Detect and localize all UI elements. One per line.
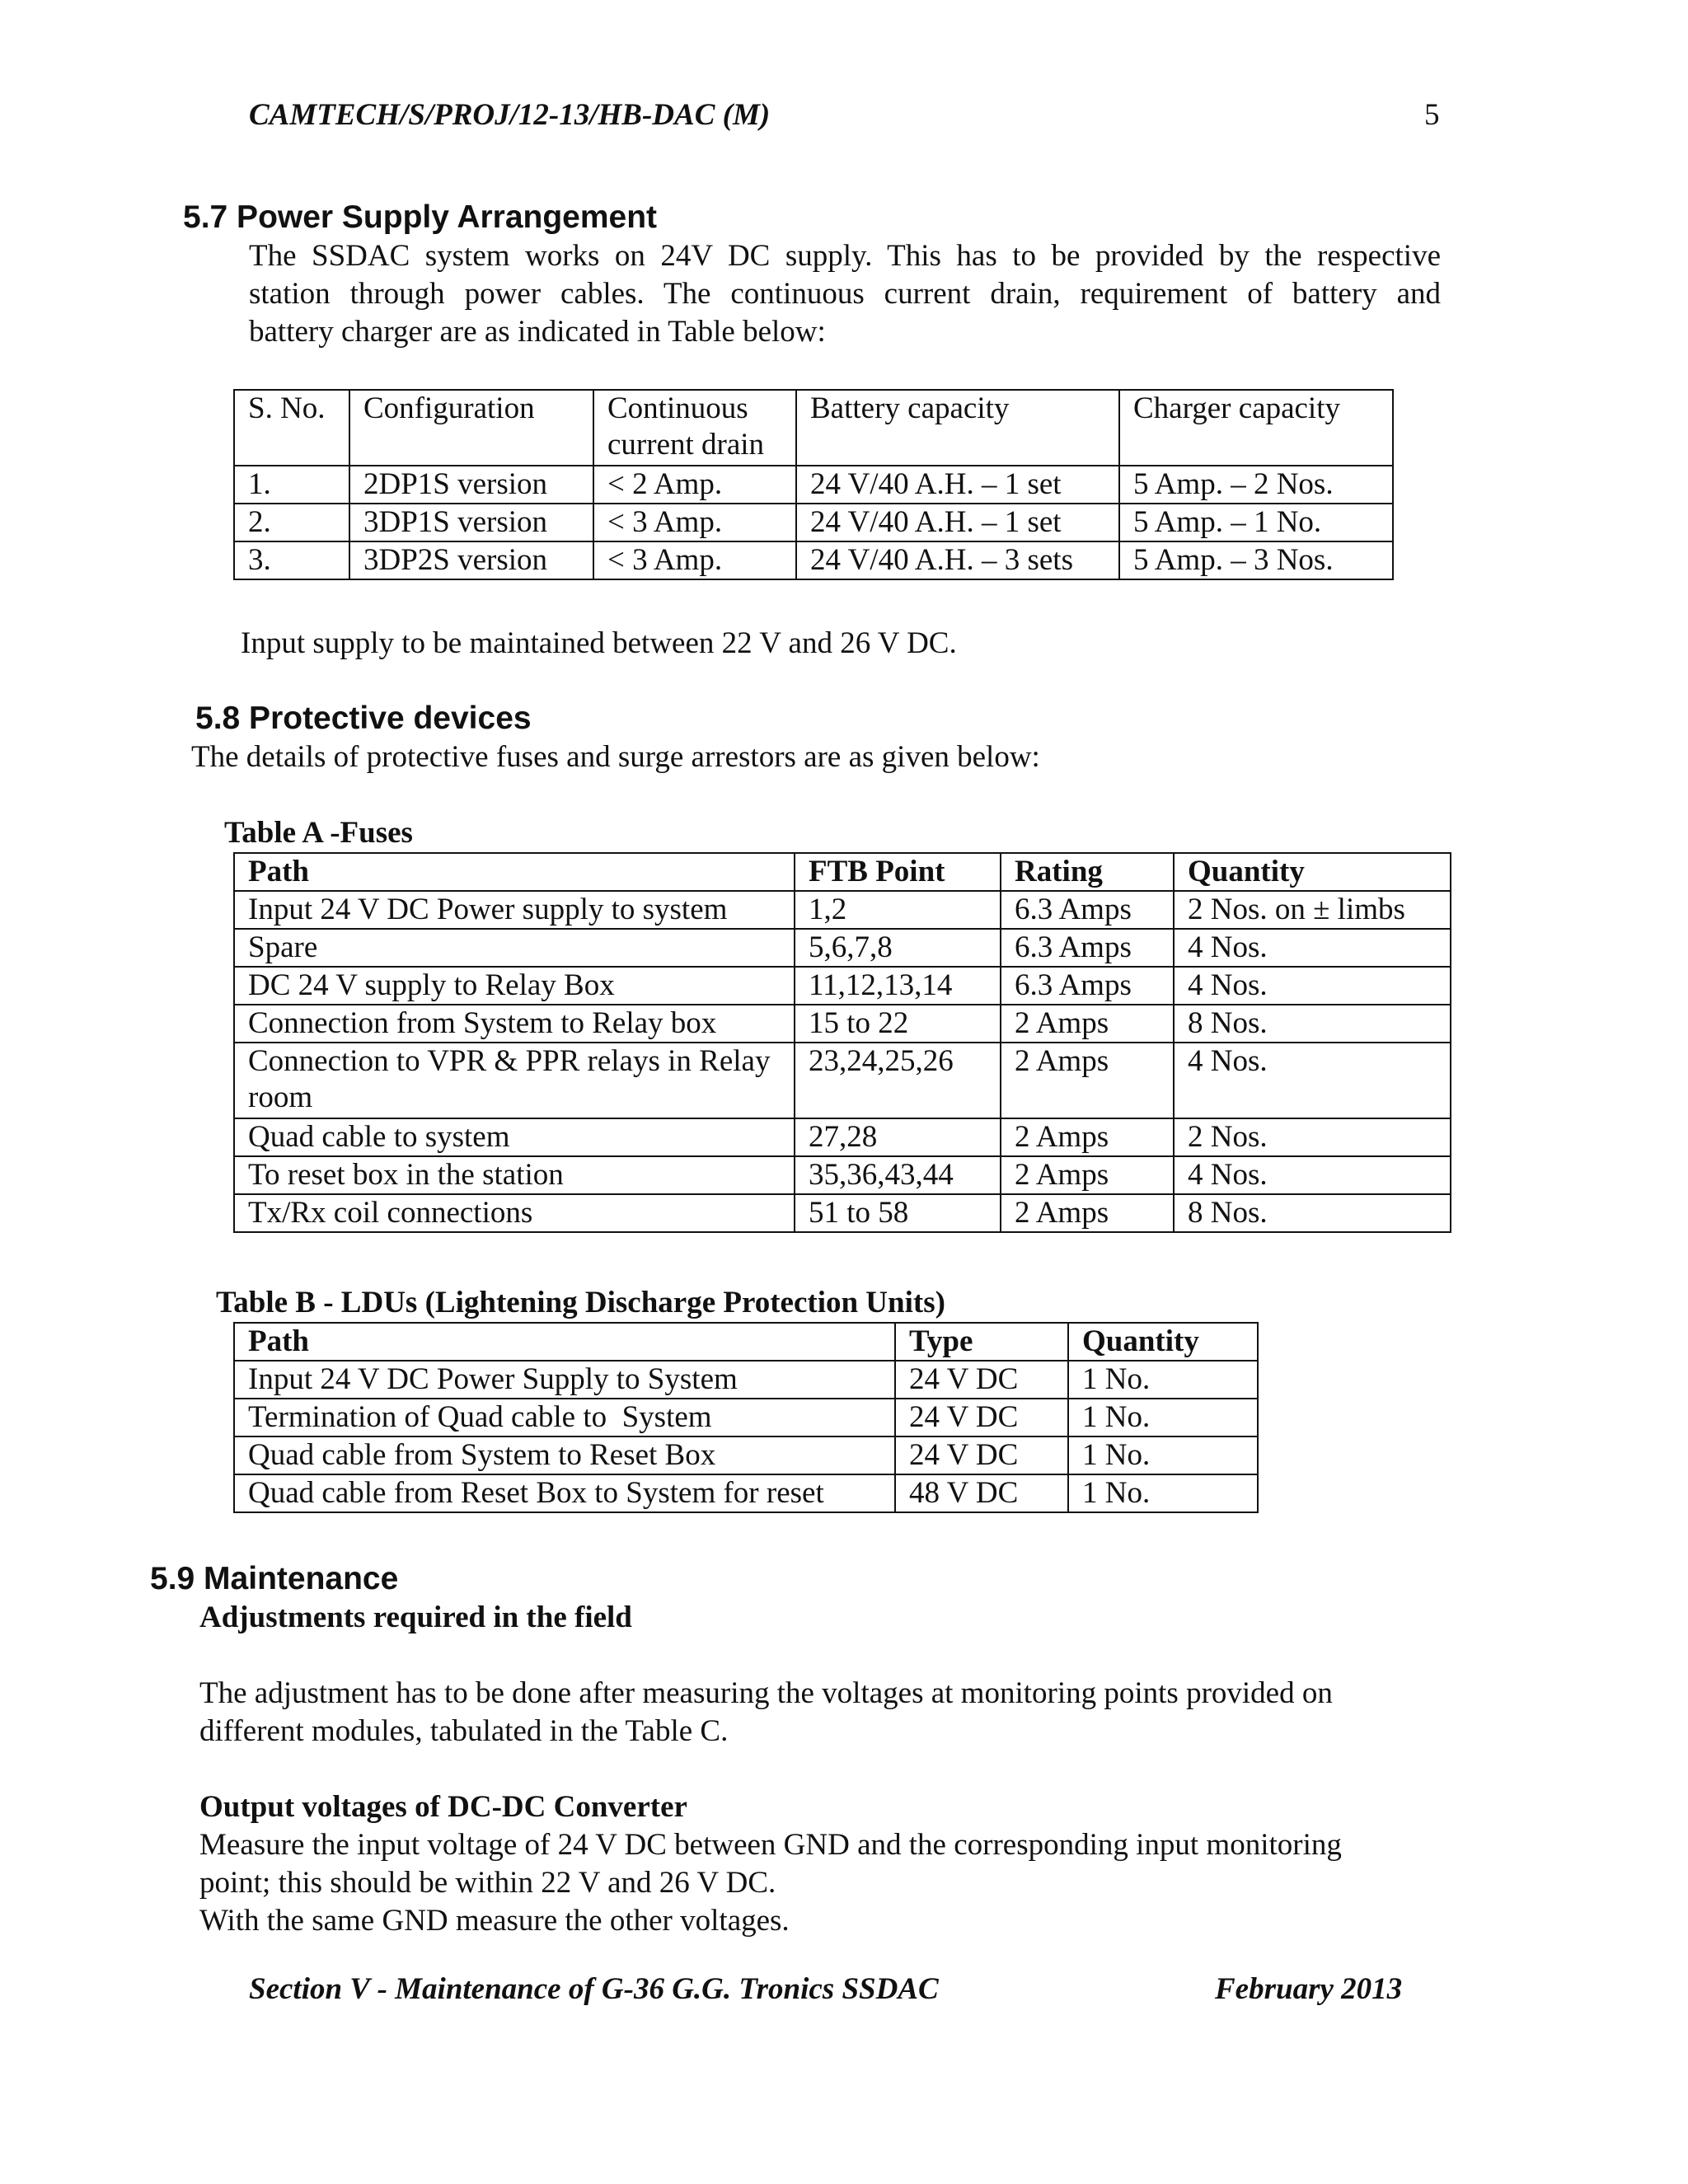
header-cell: Configuration	[349, 390, 593, 466]
section-5-8-title: 5.8 Protective devices	[195, 701, 532, 736]
table-header-row	[234, 1323, 1258, 1361]
table-cell: Termination of Quad cable to System	[234, 1399, 895, 1436]
table-cell: Quad cable from Reset Box to System for reset	[234, 1474, 895, 1512]
table-row	[234, 1194, 1451, 1232]
table-cell: 4 Nos.	[1174, 1043, 1451, 1118]
paragraph-line: different modules, tabulated in the Table C.	[199, 1714, 729, 1748]
table-row	[234, 541, 1393, 579]
table-cell: Input 24 V DC Power Supply to System	[234, 1361, 895, 1399]
table-cell: 35,36,43,44	[795, 1156, 1001, 1194]
table-cell: Spare	[234, 929, 795, 967]
table-cell: 2 Amps	[1001, 1043, 1174, 1118]
paragraph-line: point; this should be within 22 V and 26 V DC.	[199, 1866, 776, 1900]
table-cell: < 2 Amp.	[593, 466, 796, 504]
table-cell: 2 Amps	[1001, 1194, 1174, 1232]
header-cell: Path	[234, 853, 795, 891]
table-cell: 11,12,13,14	[795, 967, 1001, 1005]
table-cell: 2.	[234, 504, 349, 541]
table-cell: 5 Amp. – 2 Nos.	[1119, 466, 1393, 504]
table-cell: 27,28	[795, 1118, 1001, 1156]
header-cell: Rating	[1001, 853, 1174, 891]
table-cell: 6.3 Amps	[1001, 891, 1174, 929]
header-cell: Battery capacity	[796, 390, 1119, 466]
table-cell: Connection to VPR & PPR relays in Relay room	[234, 1043, 795, 1118]
power-supply-table	[233, 389, 1394, 580]
footer-section-title: Section V - Maintenance of G-36 G.G. Tronics SSDAC	[249, 1972, 939, 2006]
table-header-row	[234, 390, 1393, 466]
table-cell: 24 V DC	[895, 1436, 1068, 1474]
section-5-7-title: 5.7 Power Supply Arrangement	[183, 199, 658, 235]
paragraph-line: With the same GND measure the other voltages.	[199, 1904, 790, 1938]
table-cell: Tx/Rx coil connections	[234, 1194, 795, 1232]
table-row	[234, 929, 1451, 967]
table-row	[234, 1361, 1258, 1399]
table-cell: 6.3 Amps	[1001, 967, 1174, 1005]
paragraph-line: Measure the input voltage of 24 V DC between GND and the corresponding input monitoring	[199, 1828, 1342, 1862]
section-5-8-intro: The details of protective fuses and surge arrestors are as given below:	[191, 740, 1040, 774]
table-cell: DC 24 V supply to Relay Box	[234, 967, 795, 1005]
table-cell: 8 Nos.	[1174, 1194, 1451, 1232]
table-cell: 1 No.	[1068, 1436, 1258, 1474]
table-cell: 23,24,25,26	[795, 1043, 1001, 1118]
table-row	[234, 1043, 1451, 1118]
table-cell: 5,6,7,8	[795, 929, 1001, 967]
table-cell: 4 Nos.	[1174, 967, 1451, 1005]
table-cell: 2 Amps	[1001, 1156, 1174, 1194]
header-cell: Continuous current drain	[593, 390, 796, 466]
table-cell: 4 Nos.	[1174, 929, 1451, 967]
table-row	[234, 1399, 1258, 1436]
table-cell: 24 V DC	[895, 1361, 1068, 1399]
table-row	[234, 466, 1393, 504]
table-cell: 2DP1S version	[349, 466, 593, 504]
table-row	[234, 1156, 1451, 1194]
header-cell: FTB Point	[795, 853, 1001, 891]
dc-dc-converter-subtitle: Output voltages of DC-DC Converter	[199, 1790, 687, 1824]
table-cell: 6.3 Amps	[1001, 929, 1174, 967]
table-cell: 2 Nos.	[1174, 1118, 1451, 1156]
header-cell: Quantity	[1174, 853, 1451, 891]
table-cell: 24 V/40 A.H. – 3 sets	[796, 541, 1119, 579]
table-cell: 8 Nos.	[1174, 1005, 1451, 1043]
section-5-9-title: 5.9 Maintenance	[150, 1561, 399, 1596]
table-cell: 24 V DC	[895, 1399, 1068, 1436]
table-row	[234, 1474, 1258, 1512]
table-row	[234, 504, 1393, 541]
table-cell: 1 No.	[1068, 1474, 1258, 1512]
table-cell: 24 V/40 A.H. – 1 set	[796, 466, 1119, 504]
table-row	[234, 1436, 1258, 1474]
paragraph-line: battery charger are as indicated in Table below:	[249, 315, 826, 349]
table-cell: 1.	[234, 466, 349, 504]
measurement-paragraph	[199, 1826, 1441, 1940]
table-cell: 3.	[234, 541, 349, 579]
table-cell: To reset box in the station	[234, 1156, 795, 1194]
footer-date: February 2013	[1215, 1972, 1403, 2006]
table-cell: 5 Amp. – 3 Nos.	[1119, 541, 1393, 579]
paragraph-line: station through power cables. The continuous current drain, requirement of battery and	[249, 277, 1441, 311]
table-cell: 15 to 22	[795, 1005, 1001, 1043]
table-cell: 3DP2S version	[349, 541, 593, 579]
section-5-7-paragraph	[249, 237, 1441, 351]
paragraph-line: The adjustment has to be done after measuring the voltages at monitoring points provided on	[199, 1676, 1333, 1710]
table-cell: < 3 Amp.	[593, 541, 796, 579]
header-cell: Path	[234, 1323, 895, 1361]
table-row	[234, 967, 1451, 1005]
table-cell: 51 to 58	[795, 1194, 1001, 1232]
page-number: 5	[1424, 98, 1440, 132]
fuses-table	[233, 852, 1451, 1233]
table-cell: 2 Nos. on ± limbs	[1174, 891, 1451, 929]
table-cell: 48 V DC	[895, 1474, 1068, 1512]
table-cell: Quad cable from System to Reset Box	[234, 1436, 895, 1474]
table-b-caption: Table B - LDUs (Lightening Discharge Protection Units)	[216, 1286, 945, 1319]
table-header-row	[234, 853, 1451, 891]
adjustment-paragraph	[199, 1675, 1441, 1750]
table-cell: 1,2	[795, 891, 1001, 929]
header-cell: S. No.	[234, 390, 349, 466]
table-row	[234, 891, 1451, 929]
table-cell: Input 24 V DC Power supply to system	[234, 891, 795, 929]
header-cell: Quantity	[1068, 1323, 1258, 1361]
table-cell: Connection from System to Relay box	[234, 1005, 795, 1043]
table-cell: 3DP1S version	[349, 504, 593, 541]
document-code: CAMTECH/S/PROJ/12-13/HB-DAC (M)	[249, 98, 771, 132]
paragraph-line: The SSDAC system works on 24V DC supply. This has to be provided by the respective	[249, 239, 1441, 273]
table-cell: 2 Amps	[1001, 1005, 1174, 1043]
table-cell: 5 Amp. – 1 No.	[1119, 504, 1393, 541]
table-cell: 24 V/40 A.H. – 1 set	[796, 504, 1119, 541]
input-supply-note: Input supply to be maintained between 22 V and 26 V DC.	[241, 626, 957, 660]
table-cell: 4 Nos.	[1174, 1156, 1451, 1194]
header-cell: Charger capacity	[1119, 390, 1393, 466]
table-cell: 2 Amps	[1001, 1118, 1174, 1156]
table-row	[234, 1005, 1451, 1043]
ldu-table	[233, 1322, 1259, 1513]
table-row	[234, 1118, 1451, 1156]
table-cell: 1 No.	[1068, 1361, 1258, 1399]
section-5-9-subtitle: Adjustments required in the field	[199, 1601, 632, 1634]
header-cell: Type	[895, 1323, 1068, 1361]
table-a-caption: Table A -Fuses	[224, 816, 413, 850]
table-cell: Quad cable to system	[234, 1118, 795, 1156]
table-cell: < 3 Amp.	[593, 504, 796, 541]
table-cell: 1 No.	[1068, 1399, 1258, 1436]
